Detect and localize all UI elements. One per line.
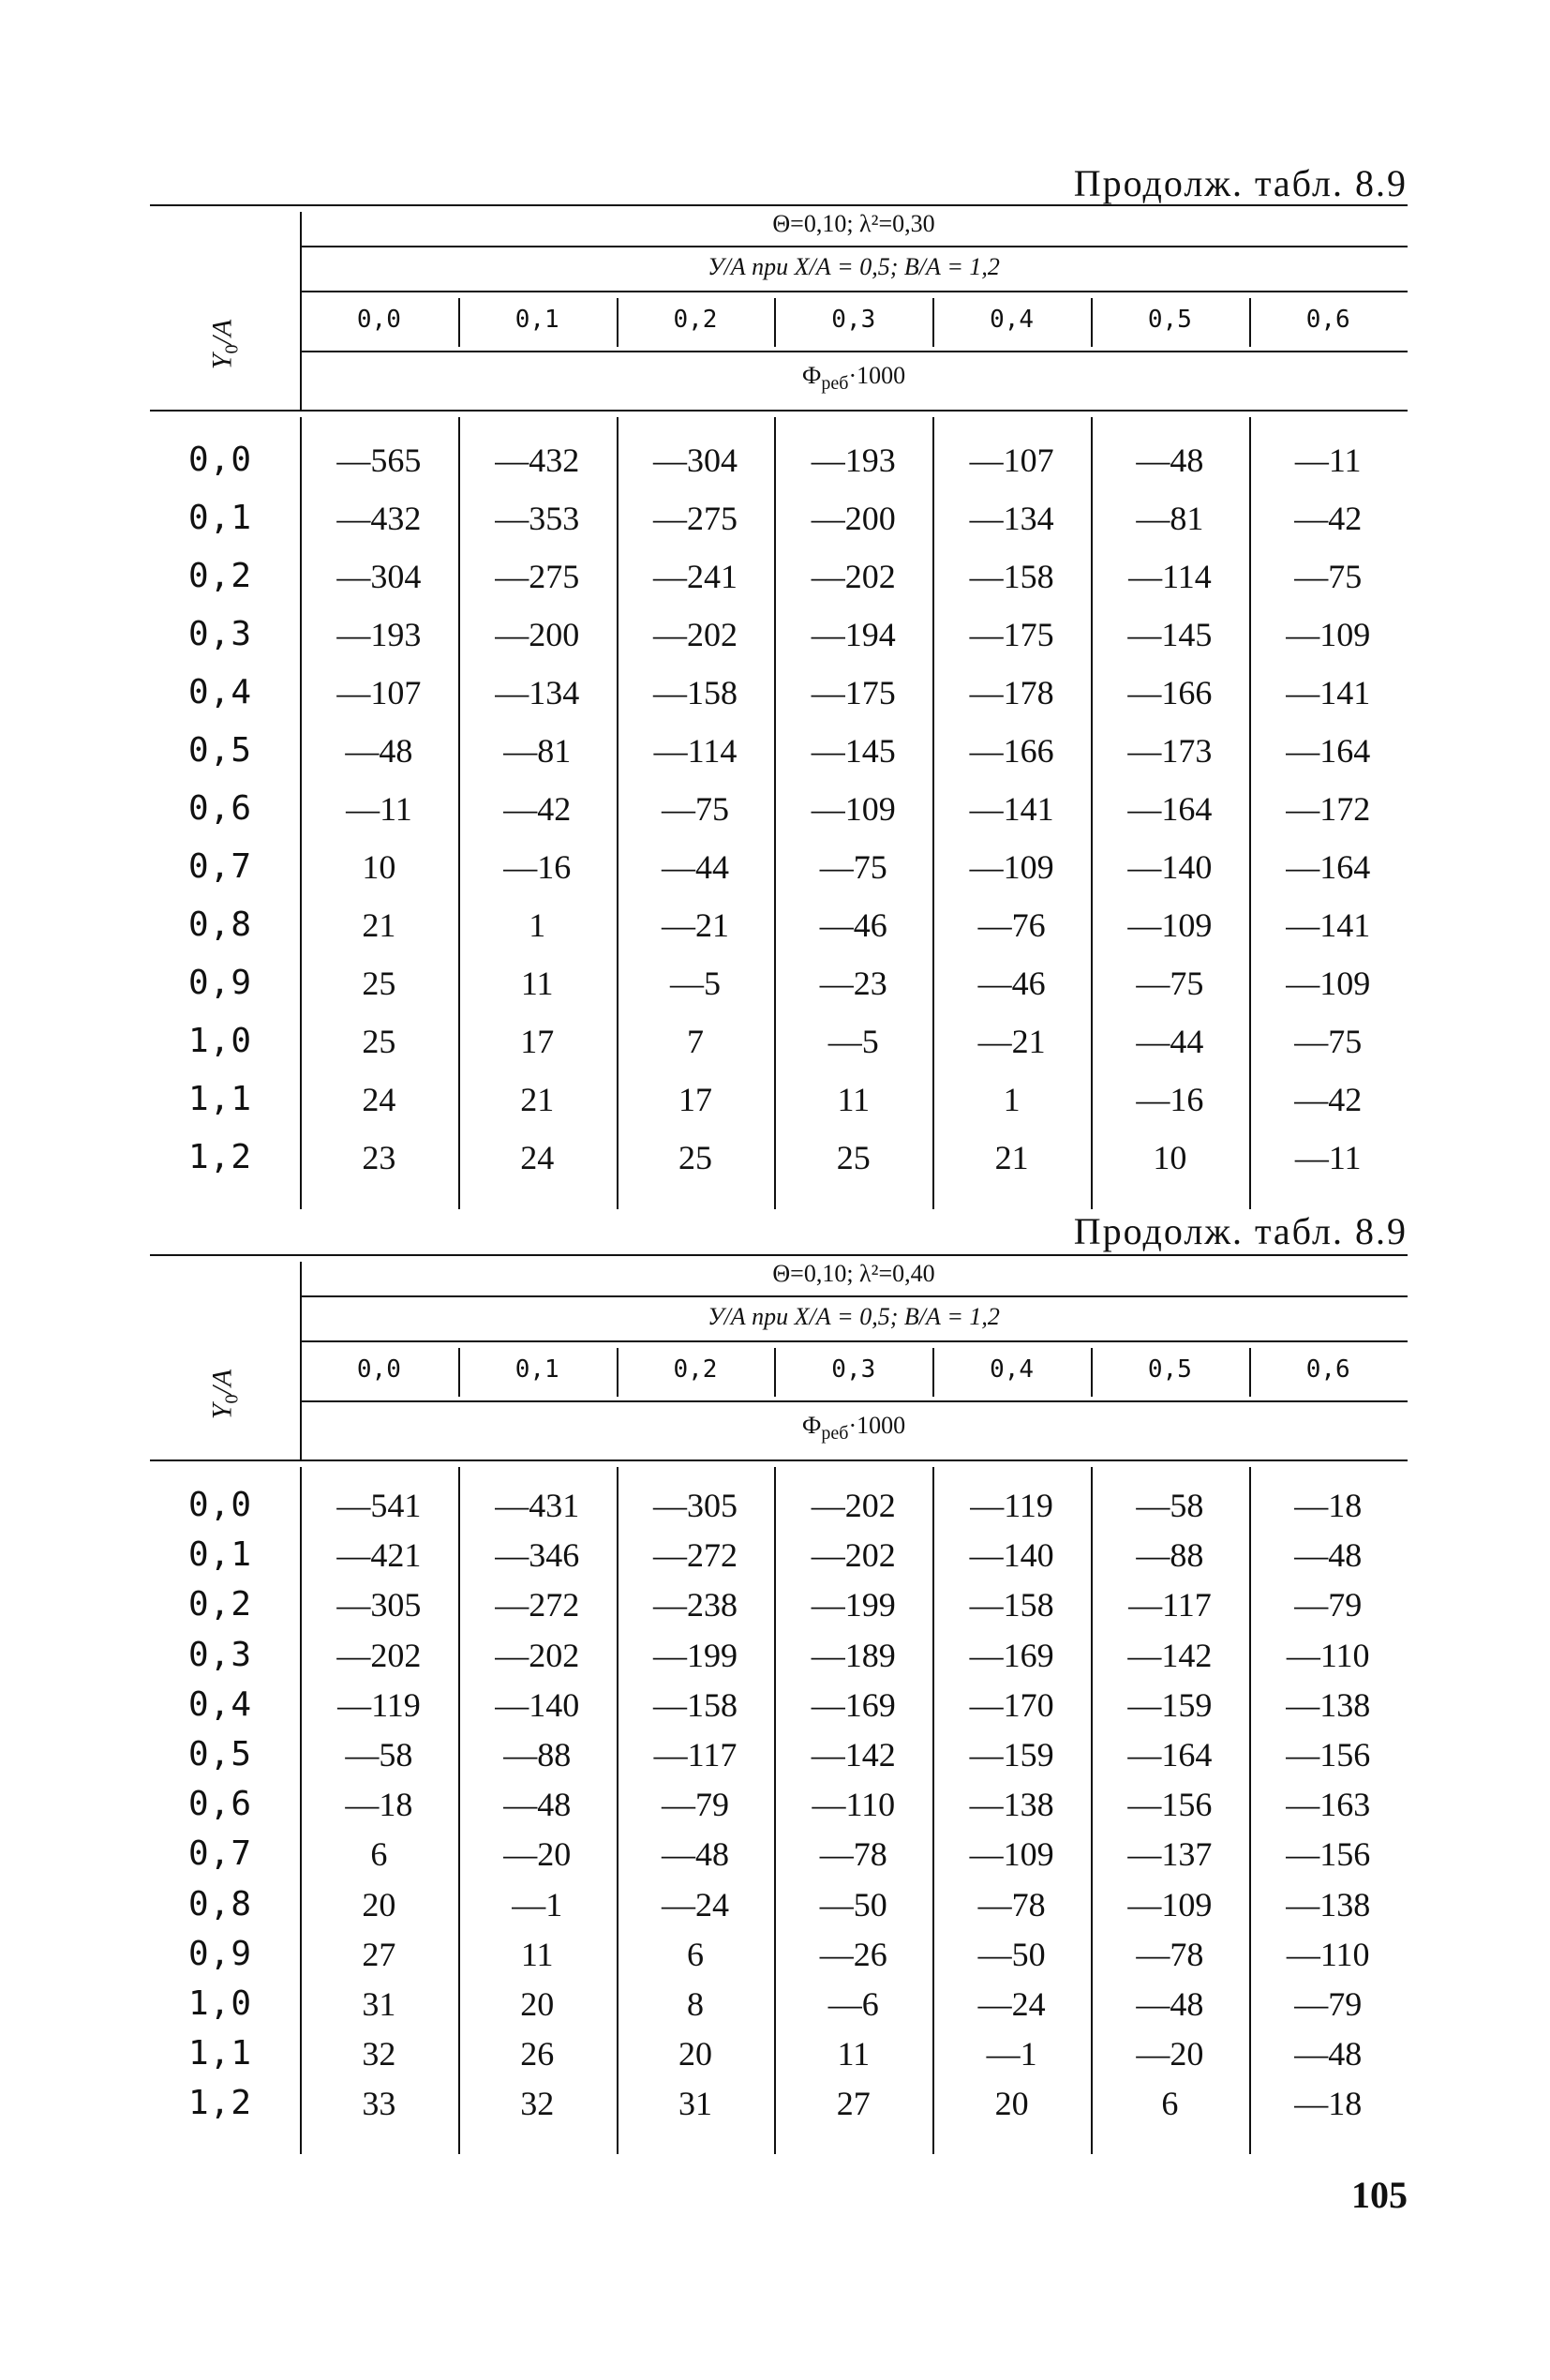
table-cell: —5 (669, 965, 721, 1002)
table-cell: —158 (969, 1586, 1054, 1624)
table-cell: 21 (520, 1081, 555, 1118)
params-header: Θ=0,10; λ²=0,30 (772, 210, 935, 237)
header-inner-rule (300, 1340, 1408, 1342)
table-cell: —158 (969, 558, 1054, 595)
table-cell: 32 (362, 2035, 396, 2073)
row-label: 0,9 (187, 1934, 253, 1973)
column-header-separator (617, 1348, 619, 1397)
row-label: 0,8 (187, 1884, 253, 1923)
table-cell: —200 (811, 500, 896, 537)
table-cell: —109 (1127, 1885, 1213, 1923)
table-cell: —1 (512, 1885, 563, 1923)
row-label: 0,4 (187, 673, 253, 711)
table-cell: —353 (495, 500, 580, 537)
table-cell: —114 (1128, 558, 1212, 595)
table-cell: —166 (969, 732, 1054, 770)
table-cell: 24 (520, 1139, 555, 1176)
table-cell: 31 (678, 2085, 712, 2123)
table-cell: —140 (1127, 848, 1213, 886)
table-cell: 26 (520, 2035, 555, 2073)
table-cell: 25 (362, 1023, 396, 1060)
table-cell: —138 (1286, 1685, 1371, 1724)
table-cell: —16 (503, 848, 572, 886)
row-label: 0,9 (187, 964, 253, 1002)
table-cell: —109 (1286, 616, 1371, 653)
table-cell: —134 (969, 500, 1054, 537)
table-cell: 1 (1003, 1081, 1021, 1118)
table-cell: —305 (336, 1586, 422, 1624)
position-subheader: У/А при Х/А = 0,5; В/А = 1,2 (708, 253, 1000, 280)
table-cell: —164 (1286, 848, 1371, 886)
table-cell: 31 (362, 1985, 396, 2023)
table-cell: —23 (819, 965, 887, 1002)
table-cell: —189 (811, 1636, 896, 1674)
table-cell: —88 (503, 1736, 572, 1774)
column-header: 0,5 (1147, 306, 1192, 334)
data-table (150, 1254, 1408, 2154)
table-cell: 23 (362, 1139, 396, 1176)
position-subheader: У/А при Х/А = 0,5; В/А = 1,2 (708, 1303, 1000, 1330)
table-cell: —110 (812, 1786, 896, 1824)
header-inner-rule (300, 351, 1408, 352)
table-cell: —78 (819, 1835, 887, 1874)
table-cell: —1 (986, 2035, 1037, 2073)
column-header-separator (1249, 298, 1251, 347)
table-cell: —11 (1294, 442, 1362, 479)
row-label: 0,0 (187, 1486, 253, 1524)
table-cell: —199 (652, 1636, 738, 1674)
table-cell: —158 (652, 674, 738, 711)
table-cell: —117 (653, 1736, 738, 1774)
table-cell: —58 (1136, 1487, 1204, 1524)
table-top-rule (150, 1254, 1408, 1256)
table-cell: —11 (1294, 1139, 1362, 1176)
table-cell: —202 (811, 1487, 896, 1524)
table-cell: —21 (661, 906, 729, 944)
table-cell: —79 (1294, 1586, 1363, 1624)
table-cell: —159 (969, 1736, 1054, 1774)
table-cell: —46 (977, 965, 1046, 1002)
table-cell: —199 (811, 1586, 896, 1624)
table-cell: —78 (977, 1885, 1046, 1923)
table-cell: —137 (1127, 1835, 1213, 1874)
table-cell: 33 (362, 2085, 396, 2123)
column-header-separator (1091, 298, 1093, 347)
table-cell: —431 (495, 1487, 580, 1524)
row-label: 0,4 (187, 1684, 253, 1724)
table-cell: —109 (811, 790, 896, 828)
table-cell: —432 (495, 442, 580, 479)
table-cell: —194 (811, 616, 896, 653)
row-label: 0,5 (187, 1735, 253, 1774)
table-cell: —107 (969, 442, 1054, 479)
table-cell: —79 (1294, 1985, 1363, 2023)
table-cell: —241 (652, 558, 738, 595)
table-cell: —109 (969, 1835, 1054, 1874)
table-cell: —175 (969, 616, 1054, 653)
table-cell: —202 (811, 1536, 896, 1575)
table-cell: —565 (336, 442, 422, 479)
table-cell: —145 (1127, 616, 1213, 653)
table-cell: —50 (977, 1935, 1046, 1973)
table-cell: —272 (652, 1536, 738, 1575)
table-cell: —145 (811, 732, 896, 770)
header-bottom-rule (150, 410, 1408, 412)
row-label: 0,0 (187, 441, 253, 479)
table-cell: —202 (495, 1636, 580, 1674)
data-table (150, 204, 1408, 1209)
table-top-rule (150, 204, 1408, 206)
table-cell: —20 (1136, 2035, 1204, 2073)
table-cell: 17 (520, 1023, 555, 1060)
table-cell: 11 (837, 2035, 871, 2073)
table-cell: 6 (1161, 2085, 1179, 2123)
row-axis-label (207, 288, 244, 400)
table-cell: —541 (336, 1487, 422, 1524)
table-cell: 6 (686, 1935, 704, 1973)
column-header-separator (932, 298, 934, 347)
row-label: 1,2 (187, 1138, 253, 1176)
table-cell: —158 (652, 1685, 738, 1724)
table-cell: —170 (969, 1685, 1054, 1724)
table-cell: —164 (1127, 790, 1213, 828)
row-label: 1,0 (187, 1022, 253, 1060)
column-header: 0,2 (673, 1355, 718, 1384)
column-header: 0,6 (1305, 306, 1350, 334)
table-cell: —109 (969, 848, 1054, 886)
table-cell: 11 (837, 1081, 871, 1118)
table-cell: 24 (362, 1081, 396, 1118)
header-inner-rule (300, 246, 1408, 247)
table-cell: —304 (336, 558, 422, 595)
table-cell: —166 (1127, 674, 1213, 711)
row-label: 0,1 (187, 1535, 253, 1575)
table-cell: —5 (827, 1023, 879, 1060)
table-cell: —140 (969, 1536, 1054, 1575)
column-header-separator (932, 1348, 934, 1397)
table-cell: —142 (1127, 1636, 1213, 1674)
column-header-separator (458, 1348, 460, 1397)
table-cell: 27 (836, 2085, 871, 2123)
table-cell: —119 (337, 1685, 421, 1724)
table-cell: 1 (529, 906, 546, 944)
table-cell: 11 (520, 965, 554, 1002)
table-cell: —141 (1286, 674, 1371, 711)
table-cell: —117 (1128, 1586, 1212, 1624)
table-cell: —169 (811, 1685, 896, 1724)
column-header: 0,4 (990, 306, 1035, 334)
table-cell: —134 (495, 674, 580, 711)
row-axis-label (207, 1338, 244, 1450)
table-cell: —81 (1136, 500, 1204, 537)
table-cell: —109 (1127, 906, 1213, 944)
phi-label (300, 1412, 1408, 1444)
table-cell: —107 (336, 674, 422, 711)
table-cell: 25 (678, 1139, 712, 1176)
table-cell: —164 (1286, 732, 1371, 770)
column-header: 0,0 (356, 306, 401, 334)
table-cell: 20 (994, 2085, 1029, 2123)
table-cell: 21 (362, 906, 396, 944)
table-cell: —141 (1286, 906, 1371, 944)
table-cell: 10 (362, 848, 396, 886)
column-header: 0,3 (831, 306, 876, 334)
table-cell: —44 (661, 848, 729, 886)
row-label: 1,0 (187, 1984, 253, 2023)
phi-multiplier: ·1000 (848, 1412, 906, 1439)
table-cell: —138 (969, 1786, 1054, 1824)
table-cell: —421 (336, 1536, 422, 1575)
table-cell: —275 (652, 500, 738, 537)
column-header-separator (617, 298, 619, 347)
page-number: 105 (1351, 2174, 1408, 2216)
row-label: 0,8 (187, 906, 253, 944)
table-cell: —346 (495, 1536, 580, 1575)
table-cell: —304 (652, 442, 738, 479)
column-header: 0,4 (990, 1355, 1035, 1384)
table-cell: —42 (1294, 1081, 1363, 1118)
table-cell: 8 (686, 1985, 704, 2023)
header-inner-rule (300, 291, 1408, 292)
header-inner-rule (300, 1400, 1408, 1402)
row-axis-suffix: /A (206, 319, 238, 344)
header-inner-rule (300, 1295, 1408, 1297)
row-label: 0,7 (187, 1834, 253, 1874)
table-cell: —305 (652, 1487, 738, 1524)
table-cell: —21 (977, 1023, 1046, 1060)
table-cell: —432 (336, 500, 422, 537)
table-cell: —75 (661, 790, 729, 828)
table-cell: —142 (811, 1736, 896, 1774)
table-cell: —114 (653, 732, 738, 770)
table-cell: —18 (1294, 2085, 1363, 2123)
table-cell: 27 (362, 1935, 396, 1973)
table-cell: —26 (819, 1935, 887, 1973)
table-cell: —48 (1136, 442, 1204, 479)
row-label: 0,1 (187, 499, 253, 537)
table-cell: —78 (1136, 1935, 1204, 1973)
table-cell: —156 (1286, 1835, 1371, 1874)
row-axis-subscript: 0 (221, 1394, 243, 1403)
table-cell: —163 (1286, 1786, 1371, 1824)
table-cell: —11 (346, 790, 412, 828)
table-cell: 21 (994, 1139, 1029, 1176)
table-cell: —202 (811, 558, 896, 595)
phi-symbol: Ф (801, 362, 822, 389)
params-header: Θ=0,10; λ²=0,40 (772, 1260, 935, 1287)
table-cell: —141 (969, 790, 1054, 828)
table-cell: —48 (503, 1786, 572, 1824)
table-cell: 17 (678, 1081, 712, 1118)
table-cell: 20 (362, 1885, 396, 1923)
column-header-separator (458, 298, 460, 347)
row-label: 0,7 (187, 847, 253, 886)
table-cell: —6 (827, 1985, 879, 2023)
table-cell: —18 (1294, 1487, 1363, 1524)
table-cell: —110 (1286, 1935, 1370, 1973)
column-header: 0,6 (1305, 1355, 1350, 1384)
phi-symbol: Ф (801, 1412, 822, 1439)
table-cell: —140 (495, 1685, 580, 1724)
table-cell: —88 (1136, 1536, 1204, 1575)
table-cell: —48 (345, 732, 413, 770)
table-cell: —75 (1294, 1023, 1363, 1060)
table-cell: 6 (370, 1835, 388, 1874)
row-label: 0,6 (187, 789, 253, 828)
table-cell: 32 (520, 2085, 555, 2123)
table-cell: —50 (819, 1885, 887, 1923)
phi-multiplier: ·1000 (848, 362, 906, 389)
table-cell: —169 (969, 1636, 1054, 1674)
table-cell: —272 (495, 1586, 580, 1624)
table-cell: —156 (1127, 1786, 1213, 1824)
phi-label (300, 362, 1408, 395)
column-header-separator (774, 298, 776, 347)
table-continuation-label: Продолж. табл. 8.9 (1073, 1210, 1408, 1252)
table-cell: 20 (520, 1985, 555, 2023)
table-cell: —138 (1286, 1885, 1371, 1923)
table-cell: —44 (1136, 1023, 1204, 1060)
row-axis-suffix: /A (206, 1369, 238, 1394)
table-cell: —275 (495, 558, 580, 595)
phi-subscript: реб (821, 1423, 849, 1444)
table-cell: —110 (1286, 1636, 1370, 1674)
row-label: 0,3 (187, 1635, 253, 1674)
table-cell: —159 (1127, 1685, 1213, 1724)
row-axis-symbol: Y (206, 1403, 238, 1419)
table-cell: —193 (811, 442, 896, 479)
column-header: 0,0 (356, 1355, 401, 1384)
table-cell: —109 (1286, 965, 1371, 1002)
row-label: 0,3 (187, 615, 253, 653)
row-label: 0,6 (187, 1785, 253, 1824)
table-cell: —46 (819, 906, 887, 944)
row-axis-symbol: Y (206, 353, 238, 369)
table-cell: —24 (977, 1985, 1046, 2023)
table-cell: —175 (811, 674, 896, 711)
column-header-separator (774, 1348, 776, 1397)
column-header: 0,1 (514, 1355, 559, 1384)
table-cell: —75 (1136, 965, 1204, 1002)
header-bottom-rule (150, 1459, 1408, 1461)
table-cell: 7 (686, 1023, 704, 1060)
table-cell: —42 (1294, 500, 1363, 537)
table-cell: —48 (661, 1835, 729, 1874)
table-cell: —238 (652, 1586, 738, 1624)
row-label: 1,2 (187, 2084, 253, 2123)
table-cell: —178 (969, 674, 1054, 711)
column-header: 0,2 (673, 306, 718, 334)
table-cell: —42 (503, 790, 572, 828)
table-cell: —81 (503, 732, 572, 770)
row-label: 0,2 (187, 557, 253, 595)
table-cell: —48 (1294, 2035, 1363, 2073)
row-label: 1,1 (187, 1080, 253, 1118)
table-cell: —76 (977, 906, 1046, 944)
table-cell: —20 (503, 1835, 572, 1874)
row-label: 0,5 (187, 731, 253, 770)
table-cell: —173 (1127, 732, 1213, 770)
table-cell: —202 (336, 1636, 422, 1674)
table-cell: —58 (345, 1736, 413, 1774)
row-label: 0,2 (187, 1585, 253, 1624)
table-cell: —75 (1294, 558, 1363, 595)
phi-subscript: реб (821, 373, 849, 395)
table-cell: —172 (1286, 790, 1371, 828)
column-header: 0,1 (514, 306, 559, 334)
table-cell: 10 (1153, 1139, 1187, 1176)
row-label: 1,1 (187, 2034, 253, 2073)
table-cell: —48 (1294, 1536, 1363, 1575)
table-continuation-label: Продолж. табл. 8.9 (1073, 162, 1408, 204)
table-cell: 20 (678, 2035, 712, 2073)
table-cell: —75 (819, 848, 887, 886)
table-cell: —119 (970, 1487, 1053, 1524)
table-cell: 25 (362, 965, 396, 1002)
table-cell: —164 (1127, 1736, 1213, 1774)
column-header-separator (1091, 1348, 1093, 1397)
column-header: 0,5 (1147, 1355, 1192, 1384)
table-cell: —18 (345, 1786, 413, 1824)
table-cell: —193 (336, 616, 422, 653)
table-cell: —24 (661, 1885, 729, 1923)
table-cell: 25 (836, 1139, 871, 1176)
table-cell: 11 (520, 1935, 554, 1973)
row-axis-subscript: 0 (221, 344, 243, 353)
table-cell: —156 (1286, 1736, 1371, 1774)
table-cell: —202 (652, 616, 738, 653)
column-header: 0,3 (831, 1355, 876, 1384)
table-cell: —16 (1136, 1081, 1204, 1118)
table-cell: —48 (1136, 1985, 1204, 2023)
column-header-separator (1249, 1348, 1251, 1397)
table-cell: —200 (495, 616, 580, 653)
table-cell: —79 (661, 1786, 729, 1824)
